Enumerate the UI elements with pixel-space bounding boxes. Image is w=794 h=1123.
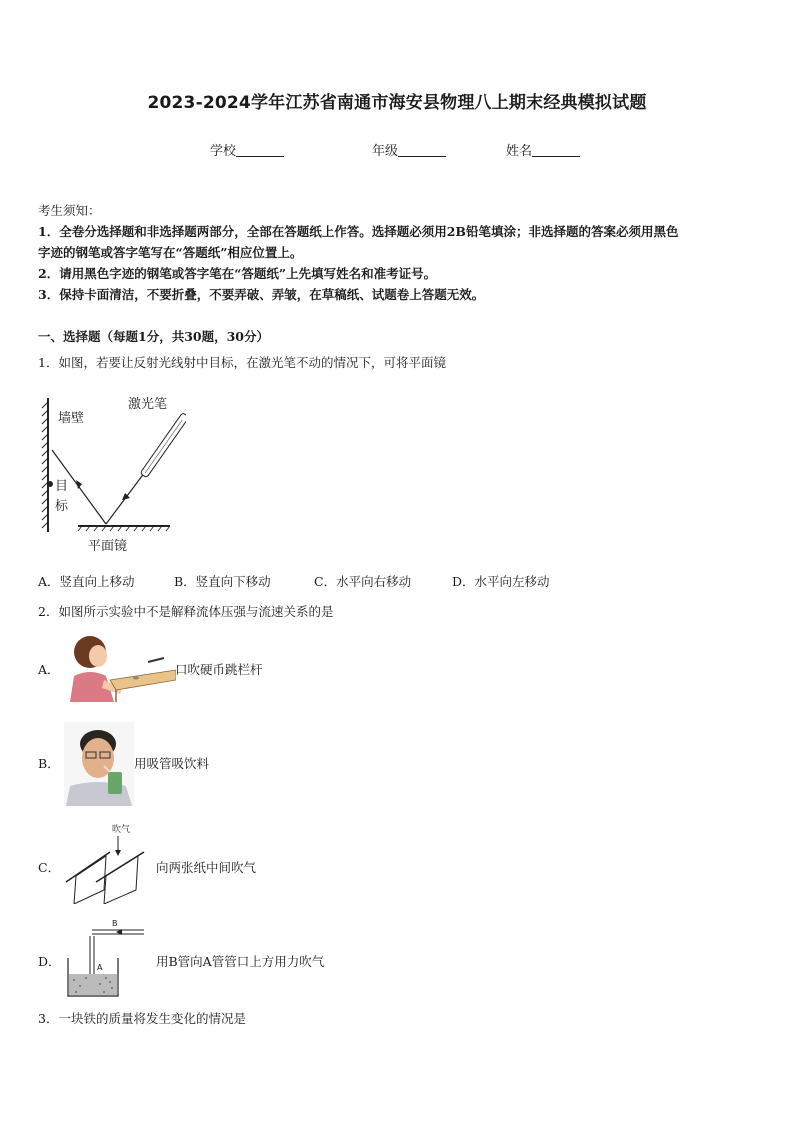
q1-stem: 1．如图，若要让反射光线射中目标，在激光笔不动的情况下，可将平面镜 bbox=[38, 355, 446, 370]
paper-right bbox=[104, 856, 138, 904]
table-top bbox=[110, 670, 176, 690]
grade-label: 年级 bbox=[372, 144, 399, 159]
blow-arrow-head bbox=[115, 850, 121, 856]
page-title: 2023-2024学年江苏省南通市海安县物理八上期末经典模拟试题 bbox=[147, 93, 647, 113]
q2-option-b-letter[interactable]: B． bbox=[38, 756, 60, 771]
q2-option-c-letter[interactable]: C． bbox=[38, 860, 61, 875]
section-heading: 一、选择题（每题1分，共30题，30分） bbox=[38, 329, 269, 344]
laser-pen bbox=[140, 413, 186, 478]
notice-item-2: 2．请用黑色字迹的钢笔或答字笔在“答题纸”上先填写姓名和准考证号。 bbox=[38, 266, 437, 281]
q2-stem: 2．如图所示实验中不是解释流体压强与流速关系的是 bbox=[38, 604, 334, 619]
school-blank[interactable] bbox=[236, 142, 284, 157]
grade-blank[interactable] bbox=[398, 142, 446, 157]
notice-item-1-cont: 字迹的钢笔或答字笔写在“答题纸”相应位置上。 bbox=[38, 245, 303, 260]
q2-option-a-letter[interactable]: A． bbox=[38, 662, 60, 677]
q2-option-c-text[interactable]: 向两张纸中间吹气 bbox=[156, 860, 257, 875]
name-field[interactable] bbox=[506, 140, 580, 159]
girl-face bbox=[89, 645, 107, 667]
q2-option-b-text[interactable]: 用吸管吸饮料 bbox=[134, 756, 210, 771]
target-dot bbox=[47, 481, 53, 487]
q2-option-b-figure bbox=[64, 722, 134, 806]
q2-option-a-figure bbox=[64, 632, 176, 702]
notice-item-3: 3．保持卡面清洁，不要折叠，不要弄破、弄皱，在草稿纸、试题卷上答题无效。 bbox=[38, 287, 485, 302]
q1-option-c[interactable]: C．水平向右移动 bbox=[314, 574, 412, 589]
q2-option-d-figure bbox=[64, 914, 154, 1002]
name-label: 姓名 bbox=[506, 144, 533, 159]
q1-option-a[interactable]: A．竖直向上移动 bbox=[38, 574, 135, 589]
notice-heading: 考生须知： bbox=[38, 203, 101, 218]
q2-option-d-text[interactable]: 用B管向A管管口上方用力吹气 bbox=[156, 954, 325, 969]
pencil-bar bbox=[148, 658, 164, 662]
mirror-label: 平面镜 bbox=[88, 539, 128, 554]
q2-option-c-figure bbox=[62, 820, 156, 904]
paper-left bbox=[74, 856, 106, 904]
q1-option-b[interactable]: B．竖直向下移动 bbox=[174, 574, 271, 589]
coin bbox=[133, 677, 139, 680]
target-label-1: 目 bbox=[55, 479, 69, 494]
school-field[interactable] bbox=[210, 140, 284, 159]
q1-option-d[interactable]: D．水平向左移动 bbox=[452, 574, 550, 589]
q1-figure bbox=[36, 392, 186, 562]
boy-shirt bbox=[66, 782, 132, 806]
blow-label: 吹气 bbox=[112, 825, 131, 835]
q3-stem: 3．一块铁的质量将发生变化的情况是 bbox=[38, 1011, 246, 1026]
tube-a-label: A bbox=[97, 963, 103, 972]
laser-label: 激光笔 bbox=[128, 397, 168, 412]
notice-item-1: 1．全卷分选择题和非选择题两部分，全部在答题纸上作答。选择题必须用2B铅笔填涂；非选择题的答案必须用黑色 bbox=[38, 224, 679, 239]
drink-can bbox=[108, 772, 122, 794]
grade-field[interactable] bbox=[372, 140, 446, 159]
school-label: 学校 bbox=[210, 144, 237, 159]
name-blank[interactable] bbox=[532, 142, 580, 157]
wall-label: 墙壁 bbox=[58, 411, 85, 426]
tube-b-label: B bbox=[112, 919, 118, 928]
q2-option-d-letter[interactable]: D． bbox=[38, 954, 61, 969]
target-label-2: 标 bbox=[55, 499, 69, 514]
q2-option-a-text[interactable]: 口吹硬币跳栏杆 bbox=[175, 662, 263, 677]
